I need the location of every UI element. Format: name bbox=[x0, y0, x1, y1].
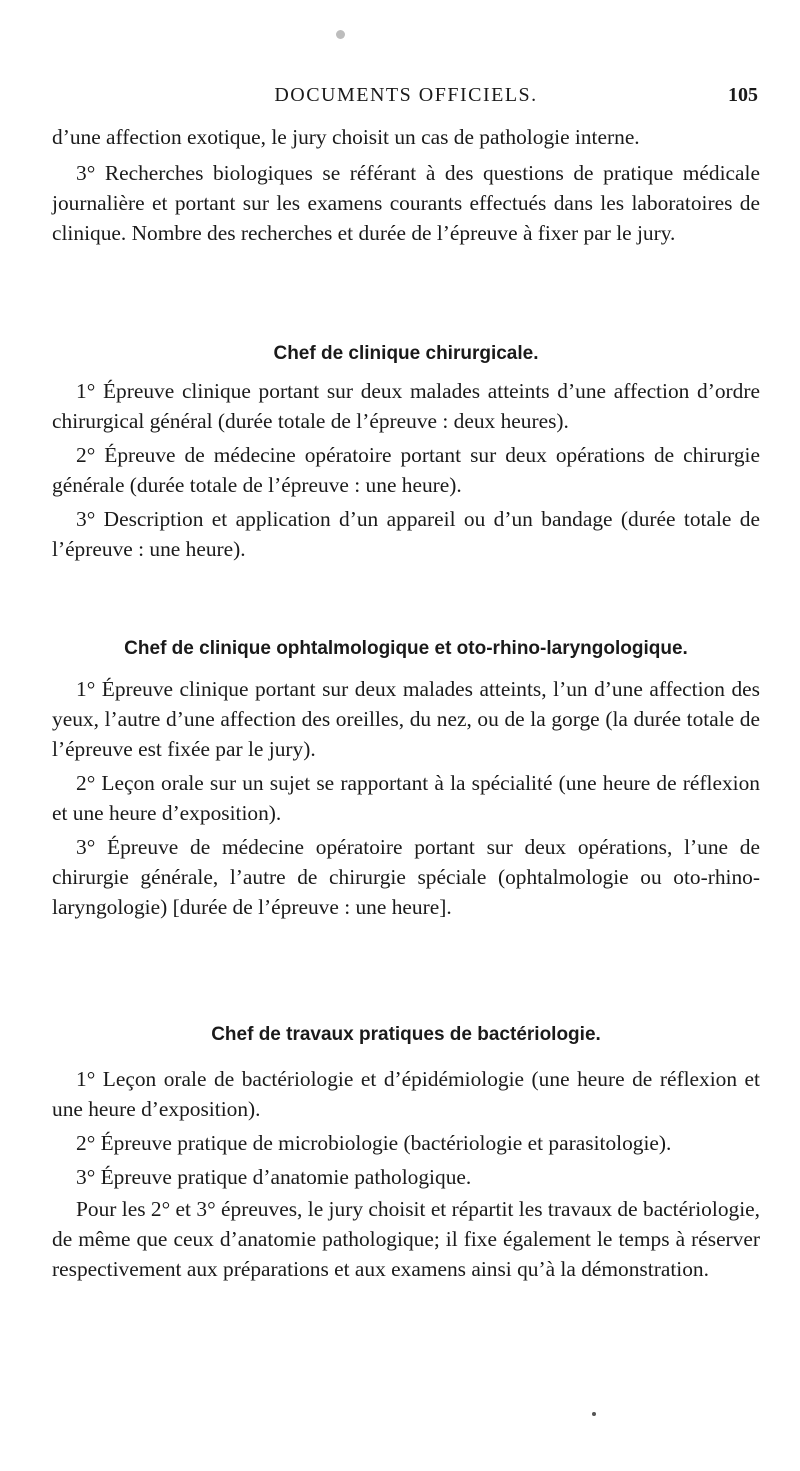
section-heading-ophthalmology: Chef de clinique ophtalmologique et oto-rhino-laryngologique. bbox=[124, 638, 688, 659]
section-body-surgery bbox=[52, 376, 760, 564]
surgery-item-1: 1° Épreuve clinique portant sur deux malades atteints d’une affection d’ordre chirurgical général (durée totale de l’épreuve : deux heures). bbox=[52, 379, 760, 433]
ophthalmology-item-2: 2° Leçon orale sur un sujet se rapportant à la spécialité (une heure de réflexion et une heure d’exposition). bbox=[52, 771, 760, 825]
ophthalmology-item-1: 1° Épreuve clinique portant sur deux malades atteints, l’un d’une affection des yeux, l’autre d’une affection des oreilles, du nez, ou de la gorge (la durée totale de l’épreuve est fixée par le jury). bbox=[52, 677, 760, 761]
bacteriology-item-1: 1° Leçon orale de bactériologie et d’épidémiologie (une heure de réflexion et une heure d’exposition). bbox=[52, 1067, 760, 1121]
surgery-item-3: 3° Description et application d’un appareil ou d’un bandage (durée totale de l’épreuve : une heure). bbox=[52, 507, 760, 561]
intro-block bbox=[52, 122, 760, 248]
bacteriology-item-3: 3° Épreuve pratique d’anatomie pathologique. bbox=[76, 1165, 472, 1189]
section-body-bacteriology bbox=[52, 1064, 760, 1284]
section-heading-bacteriology: Chef de travaux pratiques de bactériologie. bbox=[211, 1024, 601, 1045]
section-heading-surgery: Chef de clinique chirurgicale. bbox=[273, 343, 539, 364]
intro-item-3: 3° Recherches biologiques se référant à des questions de pratique médicale journalière et portant sur les examens courants effectués dans les laboratoires de clinique. Nombre des recherches et durée de l’épreuve à fixer par le jury. bbox=[52, 161, 760, 245]
surgery-item-2: 2° Épreuve de médecine opératoire portant sur deux opérations de chirurgie générale (durée totale de l’épreuve : une heure). bbox=[52, 443, 760, 497]
document-page bbox=[52, 0, 760, 1471]
bacteriology-closing-paragraph: Pour les 2° et 3° épreuves, le jury choisit et répartit les travaux de bactériologie, de même que ceux d’anatomie pathologique; il fixe également le temps à réserver respectivement aux préparations et aux examens ainsi qu’à la démonstration. bbox=[52, 1197, 760, 1281]
print-speck bbox=[336, 30, 345, 39]
page-number: 105 bbox=[728, 84, 758, 106]
bacteriology-item-2: 2° Épreuve pratique de microbiologie (bactériologie et parasitologie). bbox=[76, 1131, 672, 1155]
print-speck bbox=[592, 1412, 596, 1416]
page-header bbox=[52, 82, 760, 112]
running-title: DOCUMENTS OFFICIELS. bbox=[274, 84, 538, 106]
intro-continuation: d’une affection exotique, le jury choisit un cas de pathologie interne. bbox=[52, 125, 640, 149]
ophthalmology-item-3: 3° Épreuve de médecine opératoire portant sur deux opérations, l’une de chirurgie générale, l’autre de chirurgie spéciale (ophtalmologie ou oto-rhino-laryngologie) [durée de l’épreuve : une heure]. bbox=[52, 835, 760, 919]
section-body-ophthalmology bbox=[52, 674, 760, 922]
